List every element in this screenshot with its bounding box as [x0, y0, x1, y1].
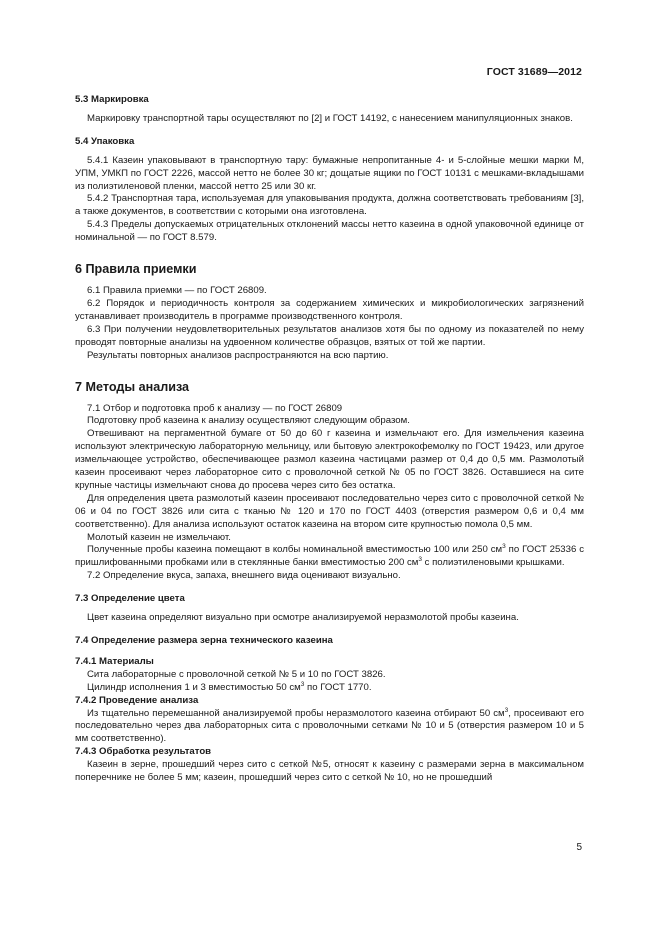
paragraph: 7.1 Отбор и подготовка проб к анализу — по ГОСТ 26809	[87, 402, 343, 414]
subsection-heading-7-4-1: 7.4.1 Материалы	[75, 655, 154, 667]
document-header-id: ГОСТ 31689—2012	[486, 66, 582, 78]
paragraph: Молотый казеин не измельчают.	[87, 531, 231, 543]
paragraph: Отвешивают на пергаментной бумаге от 50 до 60 г казеина и измельчают его. Для измельчения казеина используют электрическую лабораторную мельницу, или бытовую электрокофемолку по ГОСТ 19423, или другое измельчающее устройство, обеспечивающее размол казеина частицами размер от 0,4 до 0,5 мм. Размолотый казеин просеивают через лабораторное сито с проволочной сеткой № 05 по ГОСТ 3826. Оставшиеся на сите крупные частицы измельчают снова до просева через сито без остатка.	[75, 428, 584, 491]
section-heading-7-4: 7.4 Определение размера зерна технического казеина	[75, 635, 333, 646]
paragraph: Маркировку транспортной тары осуществляют по [2] и ГОСТ 14192, с нанесением манипуляционных знаков.	[87, 112, 573, 124]
paragraph: 5.4.3 Пределы допускаемых отрицательных отклонений массы нетто казеина в одной упаковочной единице от номинальной — по ГОСТ 8.579.	[75, 219, 584, 244]
section-heading-6: 6 Правила приемки	[75, 262, 197, 277]
text-run: по ГОСТ 25336 с пришлифованными пробками или в стеклянные банки вместимостью 200 см	[75, 544, 585, 569]
document-body	[75, 94, 584, 785]
paragraph: Подготовку проб казеина к анализу осуществляют следующим образом.	[87, 415, 410, 427]
paragraph: 6.3 При получении неудовлетворительных результатов анализов хотя бы по одному из показателей по нему проводят повторные анализы на удвоенном количестве образцов, взятых от той же партии.	[75, 323, 584, 348]
text-run: Из тщательно перемешанной анализируемой пробы неразмолотого казеина отбирают 50 см	[87, 707, 505, 719]
superscript: 3	[502, 543, 506, 551]
text-run: по ГОСТ 1770.	[304, 681, 372, 693]
paragraph: Результаты повторных анализов распространяются на всю партию.	[87, 349, 389, 361]
paragraph: 6.1 Правила приемки — по ГОСТ 26809.	[87, 285, 267, 297]
text-run: Цилиндр исполнения 1 и 3 вместимостью 50 см	[87, 681, 301, 693]
paragraph: 6.2 Порядок и периодичность контроля за содержанием химических и микробиологических загрязнений устанавливает производитель в программе производственного контроля.	[75, 297, 584, 322]
paragraph: Сита лабораторные с проволочной сеткой № 5 и 10 по ГОСТ 3826.	[87, 668, 386, 680]
page-number: 5	[576, 842, 582, 853]
paragraph	[75, 682, 584, 695]
text-run: Полученные пробы казеина помещают в колбы номинальной вместимостью 100 или 250 см	[87, 544, 503, 556]
paragraph: Цвет казеина определяют визуально при осмотре анализируемой неразмолотой пробы казеина.	[87, 612, 519, 624]
section-heading-7-3: 7.3 Определение цвета	[75, 593, 185, 605]
subsection-heading-7-4-3: 7.4.3 Обработка результатов	[75, 746, 212, 758]
paragraph: 5.4.2 Транспортная тара, используемая для упаковывания продукта, должна соответствовать требованиям [3], а также документов, в соответствии с которыми она изготовлена.	[75, 193, 584, 218]
section-heading-5-3: 5.3 Маркировка	[75, 94, 149, 105]
subsection-heading-7-4-2: 7.4.2 Проведение анализа	[75, 694, 199, 706]
superscript: 3	[504, 706, 509, 714]
text-run: , просеивают его последовательно через два лабораторных сита с проволочными сетками № 10 и 5 (отверстия размером 10 и 5 мм соответственно).	[75, 707, 584, 745]
section-heading-7: 7 Методы анализа	[75, 379, 190, 394]
paragraph: 7.2 Определение вкуса, запаха, внешнего вида оценивают визуально.	[87, 570, 401, 582]
section-heading-5-4: 5.4 Упаковка	[75, 135, 135, 147]
superscript: 3	[300, 680, 305, 688]
paragraph: Казеин в зерне, прошедший через сито с сеткой №5, относят к казеину с размерами зерна в максимальном поперечнике не более 5 мм; казеин, прошедший через сито с сеткой № 10, но не прошедший	[75, 759, 584, 784]
text-run: с полиэтиленовыми крышками.	[421, 557, 565, 569]
paragraph: Для определения цвета размолотый казеин просеивают последовательно через сито с проволочной сеткой № 06 и 04 по ГОСТ 3826 или сита с тканью № 120 и 170 по ГОСТ 4403 (отверстия размером 0,6 и 0,4 мм соответственно). Для анализа используют остаток казеина на втором сите крупностью помола 0,5 мм.	[75, 492, 584, 530]
paragraph	[75, 708, 584, 747]
paragraph	[75, 544, 584, 570]
paragraph: 5.4.1 Казеин упаковывают в транспортную тару: бумажные непропитанные 4- и 5-слойные мешки марки М, УПМ, УМКП по ГОСТ 2226, массой нетто не более 30 кг; дощатые ящики по ГОСТ 10131 с мешками-вкладышами из полиэтиленовой пленки, массой нетто 25 или 30 кг.	[75, 154, 584, 192]
superscript: 3	[418, 556, 422, 564]
